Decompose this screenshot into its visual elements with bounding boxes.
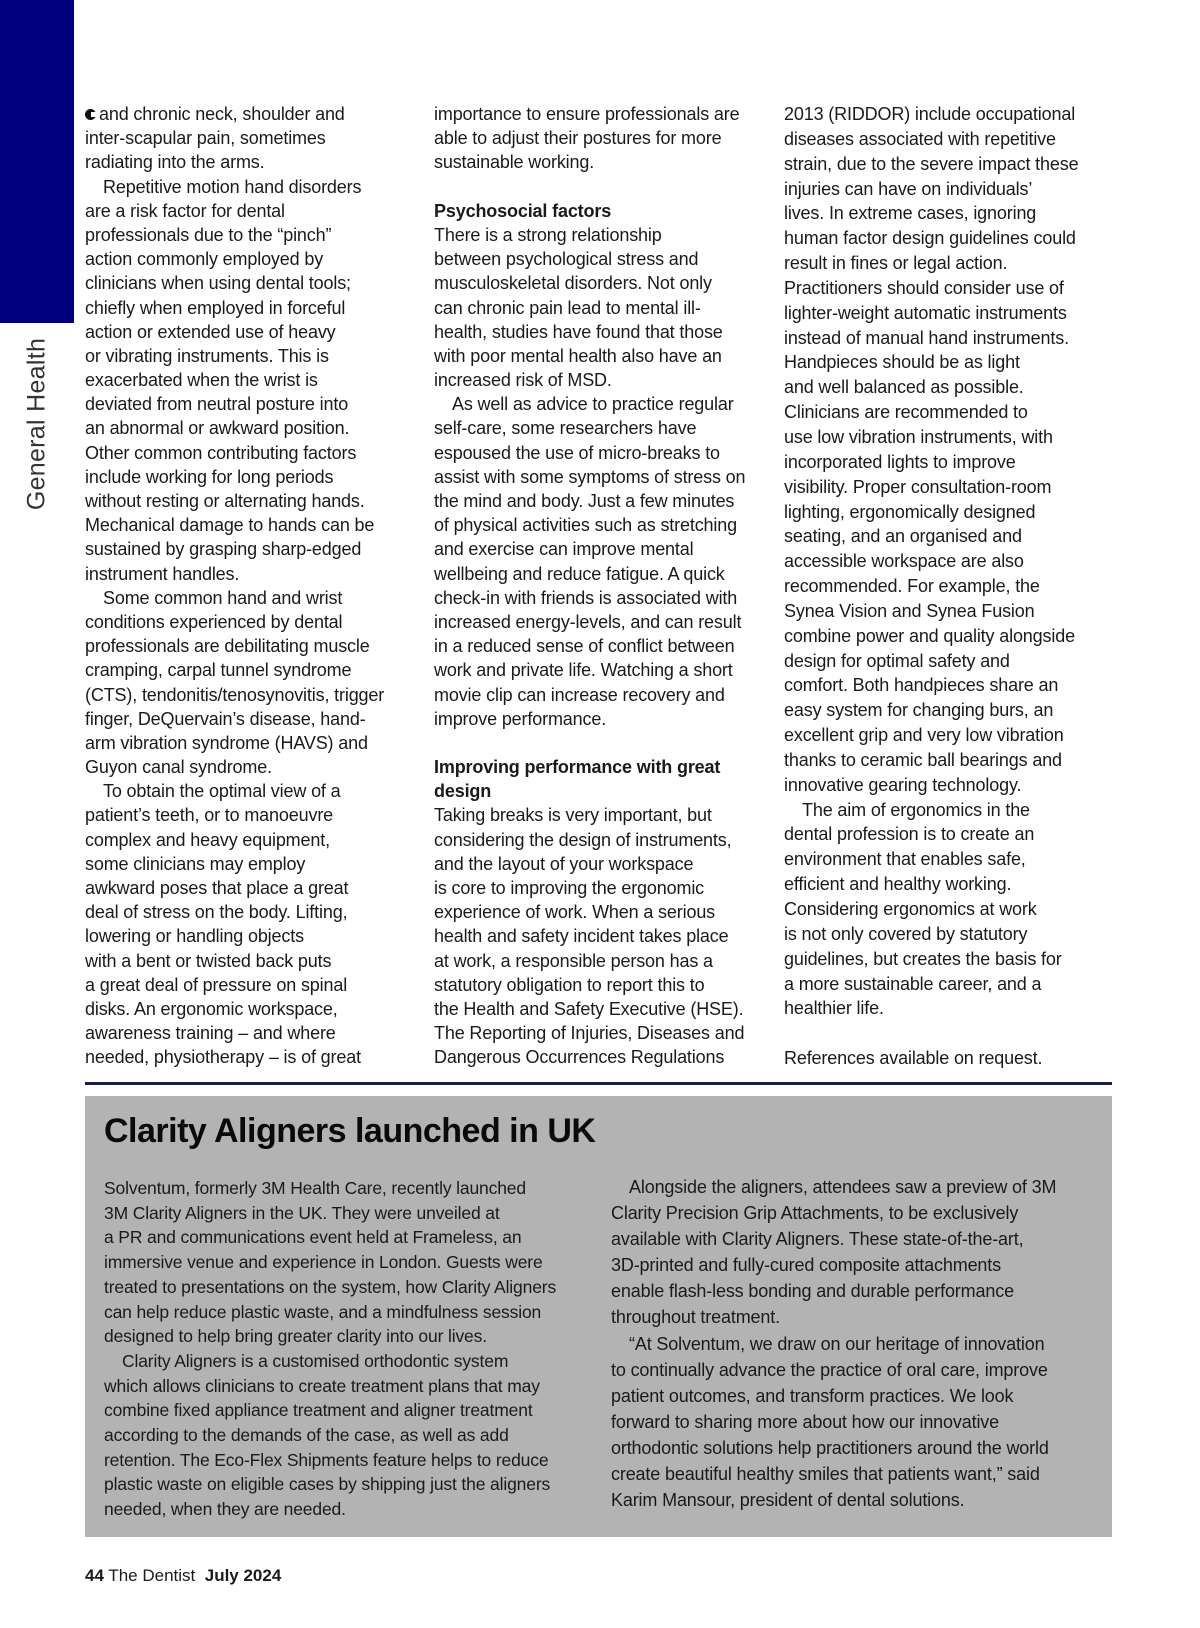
text-line: chiefly when employed in forceful [85, 297, 346, 318]
section-divider [85, 1082, 1112, 1085]
text-line: enable flash-less bonding and durable performance [611, 1281, 1014, 1302]
text-line: There is a strong relationship [434, 224, 662, 245]
news-box [85, 1096, 1112, 1537]
text-line: a more sustainable career, and a [784, 973, 1042, 994]
text-line: patient outcomes, and transform practices. We look [611, 1385, 1014, 1406]
page-footer [85, 1566, 281, 1586]
section-label: General Health [22, 337, 51, 511]
text-line: action commonly employed by [85, 249, 324, 270]
text-line: dental profession is to create an [784, 824, 1035, 845]
text-line: improve performance. [434, 708, 607, 729]
subheading: Psychosocial factors [434, 200, 612, 221]
text-line: experience of work. When a serious [434, 902, 716, 923]
article-column-2 [434, 102, 764, 1070]
text-line: create beautiful healthy smiles that patients want,” said [611, 1464, 1040, 1485]
text-line: Practitioners should consider use of [784, 277, 1064, 298]
text-line: an abnormal or awkward position. [85, 418, 350, 439]
text-line: comfort. Both handpieces share an [784, 675, 1059, 696]
text-line: and well balanced as possible. [784, 377, 1024, 398]
text-line: needed, when they are needed. [104, 1499, 346, 1520]
text-line: strain, due to the severe impact these [784, 153, 1079, 174]
text-line: Solventum, formerly 3M Health Care, recently launched [104, 1178, 526, 1198]
text-line: a PR and communications event held at Frameless, an [104, 1227, 522, 1248]
text-line-content: and chronic neck, shoulder and [99, 104, 345, 124]
text-line: lives. In extreme cases, ignoring [784, 203, 1037, 224]
text-line: the Health and Safety Executive (HSE). [434, 998, 744, 1019]
text-line: professionals are debilitating muscle [85, 636, 370, 657]
text-line: Repetitive motion hand disorders [103, 176, 362, 197]
text-line: Guyon canal syndrome. [85, 757, 272, 778]
text-line: orthodontic solutions help practitioners around the world [611, 1437, 1049, 1458]
text-line: Other common contributing factors [85, 442, 357, 463]
text-line: between psychological stress and [434, 249, 699, 270]
text-line: retention. The Eco-Flex Shipments feature helps to reduce [104, 1449, 549, 1470]
text-line: sustained by grasping sharp-edged [85, 539, 362, 560]
text-line: are a risk factor for dental [85, 200, 285, 221]
continued-from-previous-page-icon [85, 109, 96, 120]
text-line: 2013 (RIDDOR) include occupational [784, 104, 1076, 124]
text-line: awareness training – and where [85, 1023, 336, 1044]
text-line: patient’s teeth, or to manoeuvre [85, 805, 334, 826]
text-line: and exercise can improve mental [434, 539, 694, 560]
issue-date: July 2024 [204, 1566, 282, 1585]
text-line: deviated from neutral posture into [85, 394, 349, 415]
text-line: and the layout of your workspace [434, 853, 694, 874]
text-line: is core to improving the ergonomic [434, 878, 705, 898]
text-line: clinicians when using dental tools; [85, 273, 351, 294]
text-line: human factor design guidelines could [784, 228, 1076, 249]
text-line: excellent grip and very low vibration [784, 725, 1064, 746]
text-line: immersive venue and experience in London. Guests were [104, 1252, 543, 1273]
text-line: exacerbated when the wrist is [85, 370, 318, 391]
text-line: Clarity Aligners is a customised orthodontic system [122, 1350, 509, 1371]
article-column-3 [784, 102, 1114, 1071]
text-line: Considering ergonomics at work [784, 899, 1037, 919]
section-color-bar [0, 0, 74, 323]
text-line: importance to ensure professionals are [434, 104, 740, 124]
text-line [85, 102, 415, 126]
text-line: Handpieces should be as light [784, 352, 1020, 373]
text-line: the mind and body. Just a few minutes [434, 491, 735, 511]
text-line: available with Clarity Aligners. These state-of-the-art, [611, 1229, 1024, 1250]
text-line: disks. An ergonomic workspace, [85, 998, 338, 1019]
text-line: plastic waste on eligible cases by shipping just the aligners [104, 1474, 551, 1495]
text-line: radiating into the arms. [85, 152, 265, 173]
text-line: espoused the use of micro-breaks to [434, 442, 720, 463]
text-line: lighter-weight automatic instruments [784, 302, 1067, 323]
text-line: environment that enables safe, [784, 849, 1026, 870]
text-line: or vibrating instruments. This is [85, 345, 329, 366]
news-box-title: Clarity Aligners launched in UK [104, 1112, 596, 1150]
text-line: of physical activities such as stretching [434, 515, 737, 536]
text-line: according to the demands of the case, as well as add [104, 1425, 509, 1446]
subheading: design [434, 781, 492, 802]
text-line: Clarity Precision Grip Attachments, to be exclusively [611, 1203, 1019, 1224]
text-line: work and private life. Watching a short [434, 660, 733, 681]
text-line: instead of manual hand instruments. [784, 327, 1069, 348]
text-line: (CTS), tendonitis/tenosynovitis, trigger [85, 684, 385, 705]
text-line: seating, and an organised and [784, 526, 1022, 547]
text-line: considering the design of instruments, [434, 829, 732, 850]
text-line: innovative gearing technology. [784, 774, 1022, 795]
text-line: can chronic pain lead to mental ill- [434, 297, 701, 318]
text-line: professionals due to the “pinch” [85, 224, 332, 245]
text-line: As well as advice to practice regular [452, 394, 734, 415]
text-line: To obtain the optimal view of a [103, 781, 341, 802]
text-line: without resting or alternating hands. [85, 491, 365, 511]
text-line: in a reduced sense of conflict between [434, 636, 735, 657]
text-line: arm vibration syndrome (HAVS) and [85, 732, 368, 753]
text-line: to continually advance the practice of oral care, improve [611, 1359, 1048, 1380]
text-line: with poor mental health also have an [434, 345, 722, 366]
article-column-1 [85, 102, 415, 1070]
text-line: complex and heavy equipment, [85, 829, 330, 850]
publication-name: The Dentist [108, 1566, 196, 1585]
text-line: increased energy-levels, and can result [434, 611, 742, 632]
text-line: 3D-printed and fully-cured composite attachments [611, 1255, 1001, 1276]
text-line: lowering or handling objects [85, 926, 304, 947]
text-line: is not only covered by statutory [784, 923, 1028, 944]
news-box-column-2 [611, 1174, 1056, 1513]
text-line: health, studies have found that those [434, 321, 723, 342]
text-line: injuries can have on individuals’ [784, 178, 1033, 199]
text-line: can help reduce plastic waste, and a mindfulness session [104, 1301, 542, 1322]
text-line: at work, a responsible person has a [434, 950, 713, 971]
text-line: cramping, carpal tunnel syndrome [85, 660, 352, 681]
text-line: use low vibration instruments, with [784, 426, 1053, 447]
text-line: combine fixed appliance treatment and aligner treatment [104, 1400, 533, 1421]
text-line: combine power and quality alongside [784, 625, 1075, 646]
text-line: Some common hand and wrist [103, 587, 343, 608]
text-line: design for optimal safety and [784, 650, 1010, 671]
text-line: treated to presentations on the system, how Clarity Aligners [104, 1276, 557, 1297]
news-box-column-1 [104, 1176, 556, 1522]
text-line: lighting, ergonomically designed [784, 501, 1036, 522]
text-line: statutory obligation to report this to [434, 974, 705, 995]
text-line: incorporated lights to improve [784, 451, 1016, 472]
text-line [434, 175, 764, 199]
text-line: forward to sharing more about how our innovative [611, 1411, 1000, 1432]
text-line: deal of stress on the body. Lifting, [85, 902, 348, 923]
text-line: conditions experienced by dental [85, 611, 343, 632]
text-line: able to adjust their postures for more [434, 128, 722, 149]
text-line: check-in with friends is associated with [434, 587, 738, 608]
text-line: wellbeing and reduce fatigue. A quick [434, 563, 725, 584]
text-line: 3M Clarity Aligners in the UK. They were unveiled at [104, 1202, 500, 1223]
text-line: Alongside the aligners, attendees saw a preview of 3M [629, 1177, 1057, 1197]
text-line: inter-scapular pain, sometimes [85, 128, 326, 149]
text-line: visibility. Proper consultation-room [784, 476, 1052, 497]
text-line: action or extended use of heavy [85, 321, 336, 342]
text-line: healthier life. [784, 998, 884, 1019]
text-line: The aim of ergonomics in the [802, 799, 1030, 820]
text-line: with a bent or twisted back puts [85, 950, 332, 971]
text-line: efficient and healthy working. [784, 874, 1012, 895]
text-line: which allows clinicians to create treatment plans that may [104, 1375, 540, 1396]
text-line: a great deal of pressure on spinal [85, 974, 348, 995]
text-line: instrument handles. [85, 563, 240, 584]
text-line: health and safety incident takes place [434, 926, 729, 947]
text-line: designed to help bring greater clarity into our lives. [104, 1326, 487, 1347]
text-line: throughout treatment. [611, 1307, 780, 1328]
subheading: Improving performance with great [434, 757, 721, 778]
text-line: Mechanical damage to hands can be [85, 515, 375, 536]
text-line: some clinicians may employ [85, 853, 306, 874]
text-line: include working for long periods [85, 466, 334, 487]
text-line: movie clip can increase recovery and [434, 684, 725, 705]
text-line: Clinicians are recommended to [784, 402, 1028, 423]
text-line: Karim Mansour, president of dental solutions. [611, 1490, 965, 1511]
text-line: Synea Vision and Synea Fusion [784, 600, 1035, 621]
text-line: recommended. For example, the [784, 576, 1040, 597]
text-line [434, 731, 764, 755]
text-line: “At Solventum, we draw on our heritage of innovation [629, 1333, 1045, 1354]
text-line: assist with some symptoms of stress on [434, 466, 746, 487]
text-line: self-care, some researchers have [434, 418, 697, 439]
text-line: thanks to ceramic ball bearings and [784, 749, 1062, 770]
text-line: sustainable working. [434, 152, 595, 173]
text-line: needed, physiotherapy – is of great [85, 1047, 361, 1068]
text-line: accessible workspace are also [784, 551, 1024, 572]
text-line: easy system for changing burs, an [784, 700, 1054, 721]
text-line: The Reporting of Injuries, Diseases and [434, 1023, 745, 1044]
text-line: Taking breaks is very important, but [434, 805, 712, 826]
text-line: result in fines or legal action. [784, 253, 1008, 274]
text-line: finger, DeQuervain’s disease, hand- [85, 708, 366, 729]
text-line: guidelines, but creates the basis for [784, 948, 1062, 969]
text-line [784, 1021, 1114, 1046]
text-line: increased risk of MSD. [434, 370, 612, 391]
text-line: musculoskeletal disorders. Not only [434, 273, 712, 294]
text-line: diseases associated with repetitive [784, 128, 1056, 149]
text-line: awkward poses that place a great [85, 878, 349, 898]
page-number: 44 [85, 1566, 104, 1585]
text-line: Dangerous Occurrences Regulations [434, 1047, 725, 1068]
text-line: References available on request. [784, 1048, 1043, 1069]
